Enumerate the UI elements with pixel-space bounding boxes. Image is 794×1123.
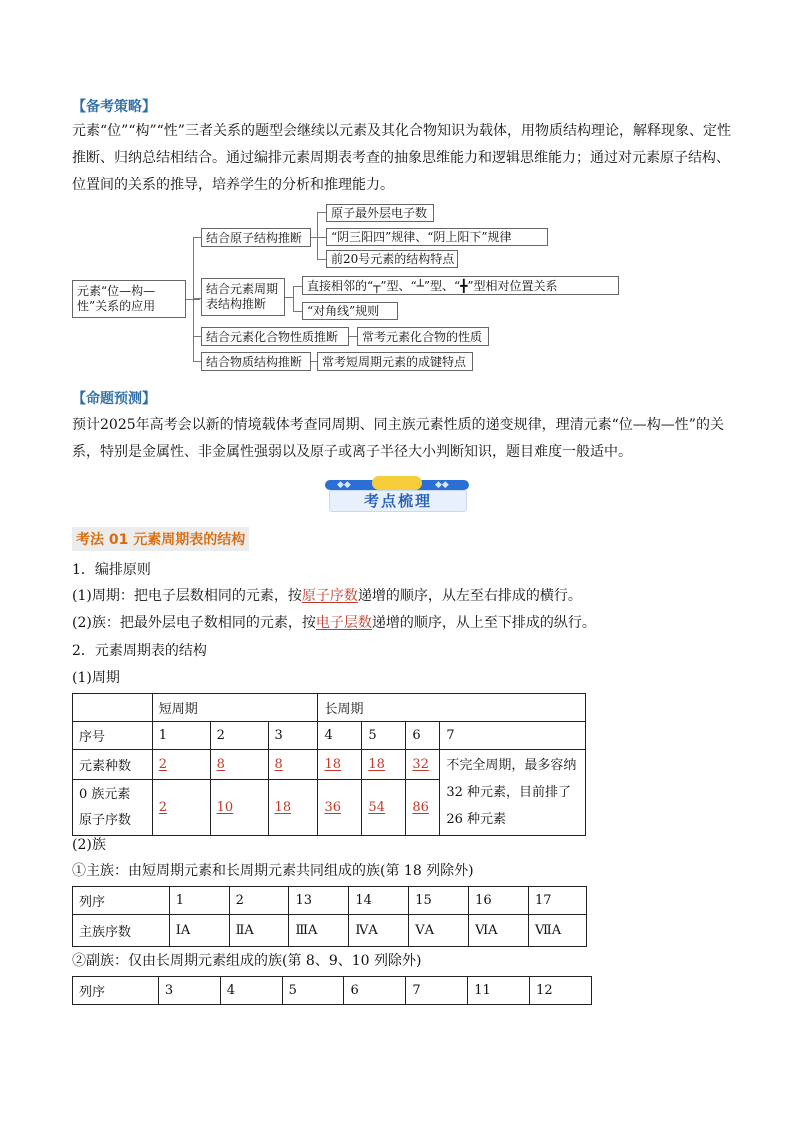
mindmap-leaf-yin-yang-rule: “阴三阳四”规律、“阴上阳下”规律 — [326, 228, 548, 246]
cell: 6 — [406, 722, 440, 750]
period-table — [72, 693, 586, 836]
cell: ⅢA — [289, 915, 349, 947]
cell: 1 — [152, 722, 210, 750]
mindmap-root: 元素“位—构—性”关系的应用 — [72, 280, 186, 318]
mindmap-leaf-bonding: 常考短周期元素的成键特点 — [317, 352, 473, 371]
kinds-answer: 18 — [324, 757, 342, 773]
cell: 12 — [530, 977, 592, 1005]
z-answer: 10 — [216, 800, 234, 816]
forecast-title: 【命题预测】 — [72, 391, 156, 407]
mindmap-branch-compound-properties: 结合元素化合物性质推断 — [201, 327, 349, 346]
cell: 6 — [344, 977, 406, 1005]
cell: 14 — [349, 887, 409, 915]
mindmap-leaf-diagonal-rule: “对角线”规则 — [302, 302, 398, 320]
cell: 15 — [409, 887, 469, 915]
strategy-text: 元素“位”“构”“性”三者关系的题型会继续以元素及其化合物知识为载体，用物质结构理论，解释现象、定性推断、归纳总结相结合。通过编排元素周期表考查的抽象思维能力和逻辑思维能力；通过对元素原子结构、位置间的关系的推导，培养学生的分析和推理能力。 — [72, 123, 731, 193]
subsection-groups: (2)族 — [72, 837, 106, 853]
cell: 11 — [468, 977, 530, 1005]
cell: 7 — [440, 722, 586, 750]
mindmap-leaf-outer-electrons: 原子最外层电子数 — [326, 204, 434, 222]
cell: 4 — [220, 977, 282, 1005]
cell: 17 — [529, 887, 587, 915]
cell: 13 — [289, 887, 349, 915]
cell: 2 — [229, 887, 289, 915]
mindmap-leaf-common-compounds: 常考元素化合物的性质 — [357, 327, 489, 346]
subsection-principle: 1．编排原则 — [72, 562, 151, 578]
section-banner: ◆◆ ◆◆ 考点梳理 — [325, 476, 469, 512]
cell: ⅣA — [349, 915, 409, 947]
strategy-title: 【备考策略】 — [72, 99, 156, 115]
sub-group-definition: ②副族：仅由长周期元素组成的族(第 8、9、10 列除外) — [72, 953, 422, 969]
mindmap-leaf-adjacent-shapes: 直接相邻的“┬”型、“┴”型、“╋”型相对位置关系 — [302, 276, 619, 295]
group-definition: (2)族：把最外层电子数相同的元素，按电子层数递增的顺序，从上至下排成的纵行。 — [72, 615, 596, 631]
row-label-kinds: 元素种数 — [73, 750, 153, 780]
header-long-period: 长周期 — [318, 694, 586, 722]
kinds-answer: 2 — [158, 757, 168, 773]
cell: 5 — [282, 977, 344, 1005]
kinds-answer: 8 — [274, 757, 283, 773]
kinds-answer: 32 — [412, 757, 429, 773]
cell: ⅤA — [409, 915, 469, 947]
subsection-structure: 2．元素周期表的结构 — [72, 643, 207, 659]
z-answer: 2 — [158, 800, 168, 816]
main-group-table — [72, 886, 587, 947]
cell: 1 — [169, 887, 229, 915]
header-short-period: 短周期 — [152, 694, 318, 722]
subsection-periods: (1)周期 — [72, 670, 120, 686]
cell: ⅦA — [529, 915, 587, 947]
cell: 16 — [469, 887, 529, 915]
period7-note: 不完全周期，最多容纳 32 种元素，目前排了 26 种元素 — [440, 750, 586, 836]
cell: 3 — [268, 722, 318, 750]
period-blank-answer: 原子序数 — [301, 588, 358, 604]
sub-group-table — [72, 976, 592, 1005]
cell: ⅡA — [229, 915, 289, 947]
mindmap-branch-periodic-table: 结合元素周期表结构推断 — [201, 278, 285, 316]
cell: ⅥA — [469, 915, 529, 947]
main-group-definition: ①主族：由短周期元素和长周期元素共同组成的族(第 18 列除外) — [72, 863, 474, 879]
row-label-column: 列序 — [73, 887, 170, 915]
mindmap-branch-substance-structure: 结合物质结构推断 — [201, 352, 311, 371]
kaofa-title: 考法 01 元素周期表的结构 — [72, 527, 249, 551]
cell: 4 — [318, 722, 362, 750]
period-definition: (1)周期：把电子层数相同的元素，按原子序数递增的顺序，从左至右排成的横行。 — [72, 588, 582, 604]
mindmap-branch-atomic: 结合原子结构推断 — [201, 228, 311, 247]
row-label-atomic-number: 0 族元素 原子序数 — [73, 780, 153, 836]
mindmap-leaf-first20: 前20号元素的结构特点 — [326, 250, 458, 268]
z-answer: 86 — [412, 800, 429, 816]
row-label-column: 列序 — [73, 977, 159, 1005]
cell: 7 — [406, 977, 468, 1005]
forecast-text: 预计2025年高考会以新的情境载体考查同周期、同主族元素性质的递变规律，理清元素“位—构—性”的关系，特别是金属性、非金属性强弱以及原子或离子半径大小判断知识，题目难度一般适中。 — [72, 417, 724, 460]
z-answer: 18 — [274, 800, 292, 816]
z-answer: 36 — [324, 800, 342, 816]
kinds-answer: 8 — [216, 757, 225, 773]
row-label-main-group: 主族序数 — [73, 915, 170, 947]
cell: ⅠA — [169, 915, 229, 947]
cell: 5 — [362, 722, 406, 750]
cell: 2 — [210, 722, 268, 750]
group-blank-answer: 电子层数 — [315, 615, 372, 631]
cell: 3 — [158, 977, 220, 1005]
banner-label: 考点梳理 — [329, 490, 467, 512]
kinds-answer: 18 — [368, 757, 385, 773]
row-label-seq: 序号 — [73, 722, 153, 750]
z-answer: 54 — [368, 800, 385, 816]
